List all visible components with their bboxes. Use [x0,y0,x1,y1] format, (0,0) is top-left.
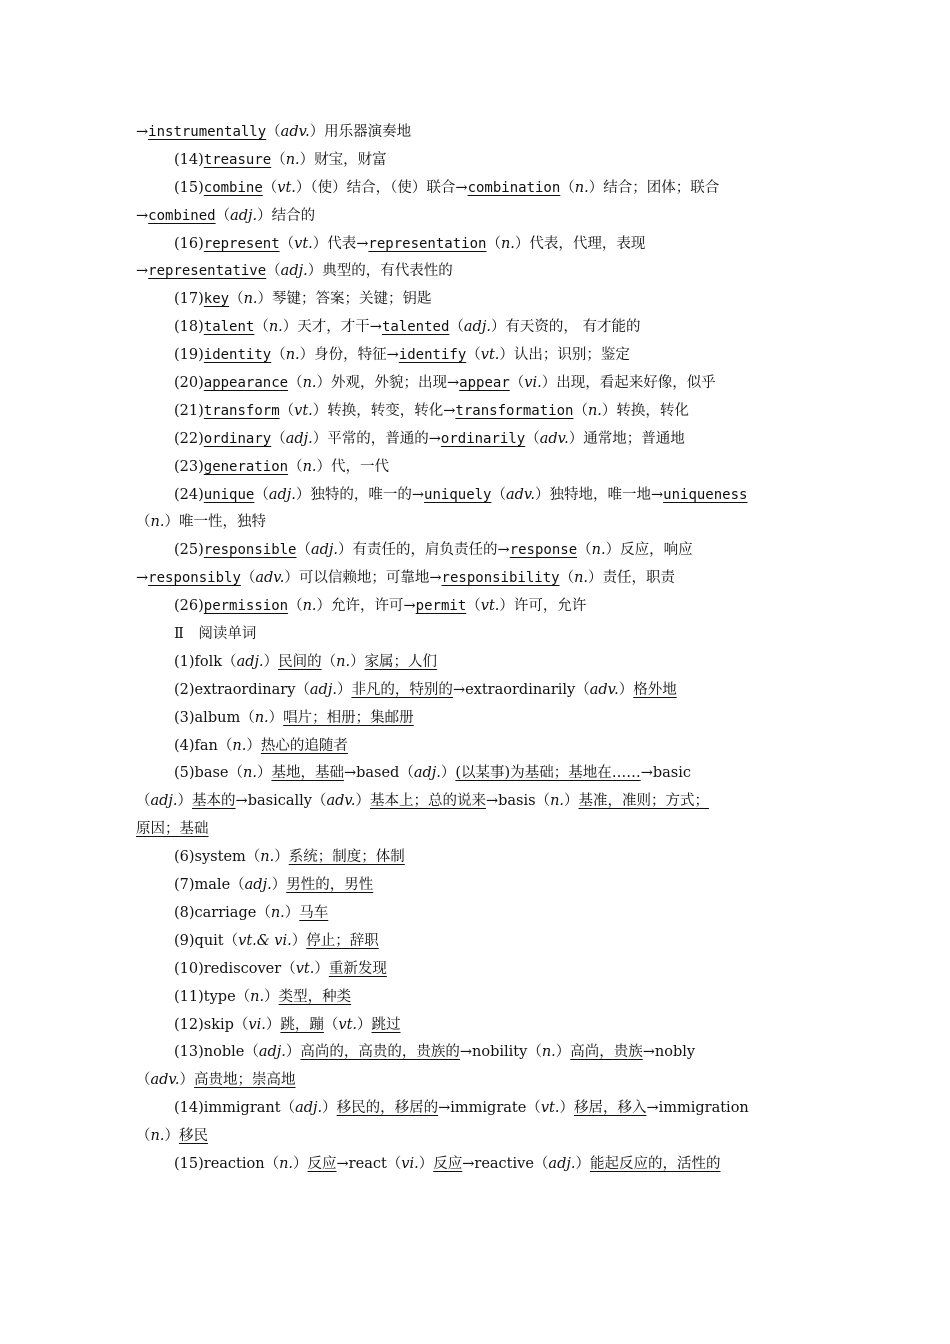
vocab-line: （adj.）基本的→basically（adv.）基本上；总的说来→basis（n.）基准，准则；方式； [136,793,710,810]
vocab-line: (14)treasure（n.）财宝，财富 [174,151,387,168]
vocab-line: (5)base（n.）基地，基础→based（adj.）(以某事)为基础；基地在……→basic [174,765,691,782]
vocab-answer: 基地，基础 [271,765,344,782]
vocab-line: →instrumentally（adv.）用乐器演奏地 [136,124,412,140]
vocab-answer: 高尚，贵族 [570,1044,643,1061]
vocab-answer: talent [203,319,255,336]
part-of-speech: n. [550,793,565,810]
vocab-answer: 跳，蹦 [280,1016,324,1033]
part-of-speech: vt. [480,347,500,364]
vocab-line: (15)combine（vt.）（使）结合，（使）联合→combination（n.）结合；团体；联合 [174,179,720,196]
vocab-line: （n.）移民 [136,1128,208,1145]
vocab-line: (20)appearance（n.）外观，外貌；出现→appear（vi.）出现，看起来好像，似乎 [174,375,716,392]
vocab-answer: 民间的 [278,653,322,670]
part-of-speech: adj. [280,263,308,280]
vocab-answer: responsible [203,542,297,559]
part-of-speech: vt. [294,235,313,252]
part-of-speech: adv. [150,1072,180,1089]
vocab-line: (25)responsible（adj.）有责任的，肩负责任的→response（n.）反应，响应 [174,542,693,559]
vocab-answer: talented [381,319,450,336]
part-of-speech: vt. [295,960,315,977]
vocab-answer: response [509,542,578,559]
part-of-speech: n. [500,235,515,252]
part-of-speech: n. [270,904,285,921]
vocab-line: (8)carriage（n.）马车 [174,904,329,921]
part-of-speech: vt. [338,1016,358,1033]
part-of-speech: adv. [505,486,535,503]
vocab-line: (10)rediscover（vt.）重新发现 [174,960,387,977]
vocab-answer: identify [398,347,467,364]
vocab-answer: appear [459,375,510,392]
vocab-line: (26)permission（n.）允许，许可→permit（vt.）许可，允许 [174,598,587,615]
part-of-speech: adj. [150,793,178,810]
part-of-speech: adj. [413,765,441,782]
part-of-speech: adj. [236,653,264,670]
vocab-answer: 家属；人们 [364,653,438,670]
vocab-line: (16)represent（vt.）代表→representation（n.）代表，代理，表现 [174,235,646,252]
part-of-speech: adj. [244,877,272,894]
vocab-line: →responsibly（adv.）可以信赖地；可靠地→responsibility（n.）责任，职责 [136,570,676,587]
part-of-speech: n. [587,402,602,419]
vocab-answer: 反应 [433,1155,463,1172]
vocab-answer: 停止；辞职 [306,932,379,949]
vocab-line: →representative（adj.）典型的，有代表性的 [136,263,453,280]
vocab-answer: 基本上；总的说来 [369,793,486,810]
vocab-answer: represent [203,235,280,252]
vocab-answer: permit [415,598,467,615]
part-of-speech: n. [232,737,247,754]
part-of-speech: n. [574,570,589,587]
part-of-speech: n. [268,319,283,336]
part-of-speech: vi. [248,1016,266,1033]
part-of-speech: adv. [326,793,356,810]
vocab-answer: 原因；基础 [136,821,209,838]
vocab-answer: ordinary [203,430,272,447]
part-of-speech: adj. [295,1100,323,1117]
vocab-answer: responsibility [441,570,560,587]
vocab-answer: 重新发现 [328,960,387,977]
vocab-answer: 高尚的，高贵的，贵族的 [300,1044,460,1061]
vocab-answer: 高贵地；崇高地 [194,1072,296,1089]
part-of-speech: n. [302,598,317,615]
vocab-answer: permission [203,598,289,615]
vocab-answer: 唱片；相册；集邮册 [283,709,414,726]
vocab-answer: transform [203,402,280,419]
part-of-speech: vt.& vi. [238,932,292,949]
vocab-line: (19)identity（n.）身份，特征→identify（vt.）认出；识别；鉴定 [174,347,630,364]
part-of-speech: adv. [589,681,619,698]
vocab-answer: 类型，种类 [278,988,352,1005]
vocab-answer: 移民的，移居的 [336,1100,439,1117]
part-of-speech: n. [574,179,589,196]
part-of-speech: n. [541,1044,556,1061]
vocab-answer: representation [368,235,487,252]
vocab-answer: 热心的追随者 [260,737,348,754]
part-of-speech: n. [150,514,165,531]
vocab-answer: 男性的，男性 [286,877,374,894]
section-heading: Ⅱ 阅读单词 [174,626,257,643]
part-of-speech: n. [254,709,269,726]
vocab-line: （adv.）高贵地；崇高地 [136,1072,296,1089]
vocab-answer: treasure [203,151,272,168]
vocab-answer: 移民 [178,1128,208,1145]
part-of-speech: n. [243,765,257,782]
vocab-line: (24)unique（adj.）独特的，唯一的→uniquely（adv.）独特地，唯一地→uniqueness [174,486,748,503]
vocab-answer: instrumentally [148,124,267,140]
vocab-line: (7)male（adj.）男性的，男性 [174,877,374,894]
vocab-line: (6)system（n.）系统；制度；体制 [174,849,405,866]
part-of-speech: n. [285,347,300,364]
vocab-line: (9)quit（vt.& vi.）停止；辞职 [174,932,379,949]
vocab-line [136,816,816,844]
part-of-speech: n. [250,988,265,1005]
part-of-speech: n. [285,151,300,168]
vocab-answer: key [203,291,230,308]
part-of-speech: adj. [258,1044,286,1061]
vocab-line: (18)talent（n.）天才，才干→talented（adj.）有天资的， 有才能的 [174,319,641,336]
part-of-speech: n. [279,1155,294,1172]
part-of-speech: adj. [310,542,339,559]
vocab-answer: combine [203,179,263,196]
part-of-speech: n. [591,542,606,559]
part-of-speech: n. [336,653,351,670]
part-of-speech: vt. [277,179,296,196]
part-of-speech: adv. [280,124,310,140]
part-of-speech: n. [302,375,317,392]
part-of-speech: adv. [255,570,285,587]
part-of-speech: n. [260,849,275,866]
part-of-speech: vt. [540,1100,560,1117]
part-of-speech: vi. [524,375,542,392]
vocab-answer: (以某事)为基础；基地在…… [455,765,641,782]
vocab-answer: 移居，移入 [573,1100,647,1117]
vocab-answer: 系统；制度；体制 [288,849,405,866]
vocab-line: (4)fan（n.）热心的追随者 [174,737,348,754]
part-of-speech: adj. [463,319,491,336]
vocab-line: (22)ordinary（adj.）平常的，普通的→ordinarily（adv.）通常地；普通地 [174,430,685,447]
vocab-line: (1)folk（adj.）民间的（n.）家属；人们 [174,653,438,670]
vocab-answer: combination [467,179,561,196]
part-of-speech: vi. [401,1155,419,1172]
vocab-line: (3)album（n.）唱片；相册；集邮册 [174,709,414,726]
vocab-line: (17)key（n.）琴键；答案；关键；钥匙 [174,291,432,308]
vocab-line: （n.）唯一性，独特 [136,514,266,531]
vocab-answer: 跳过 [371,1016,401,1033]
vocab-answer: unique [203,486,255,503]
vocab-answer: representative [148,263,267,280]
vocab-answer: 非凡的，特别的 [351,681,453,698]
part-of-speech: adj. [230,207,258,224]
part-of-speech: vt. [294,402,313,419]
part-of-speech: n. [243,291,258,308]
vocab-answer: 马车 [299,904,329,921]
part-of-speech: n. [302,458,317,475]
part-of-speech: n. [150,1128,165,1145]
vocab-answer: 格外地 [633,681,677,698]
vocab-line: (13)noble（adj.）高尚的，高贵的，贵族的→nobility（n.）高尚，贵族→nobly [174,1044,696,1061]
vocab-line: (21)transform（vt.）转换，转变，转化→transformation（n.）转换，转化 [174,402,689,419]
vocab-answer: generation [203,458,289,475]
vocab-answer: combined [148,207,216,224]
vocab-line: →combined（adj.）结合的 [136,207,316,224]
vocab-line: (2)extraordinary（adj.）非凡的，特别的→extraordinarily（adv.）格外地 [174,681,677,698]
vocab-line: (11)type（n.）类型，种类 [174,988,352,1005]
vocab-answer: 基准，准则；方式； [578,793,710,810]
part-of-speech: adj. [309,681,337,698]
part-of-speech: vt. [480,598,500,615]
vocab-line: (23)generation（n.）代，一代 [174,458,390,475]
vocab-answer: 基本的 [192,793,236,810]
vocab-line: (12)skip（vi.）跳，蹦（vt.）跳过 [174,1016,401,1033]
vocab-answer: 反应 [307,1155,337,1172]
vocab-answer: transformation [455,402,574,419]
vocab-line: (15)reaction（n.）反应→react（vi.）反应→reactive（adj.）能起反应的，活性的 [174,1155,721,1172]
vocab-answer: uniquely [424,486,492,503]
vocab-answer: appearance [203,375,289,392]
vocab-answer: responsibly [148,570,241,587]
vocab-answer: uniqueness [663,486,748,503]
part-of-speech: adj. [268,486,296,503]
vocab-answer: 能起反应的，活性的 [589,1155,721,1172]
part-of-speech: adv. [539,430,569,447]
vocab-line: (14)immigrant（adj.）移民的，移居的→immigrate（vt.）移居，移入→immigration [174,1100,749,1117]
vocabulary-page [136,119,816,1179]
part-of-speech: adj. [548,1155,576,1172]
vocab-answer: ordinarily [440,430,526,447]
vocab-answer: identity [203,347,272,364]
part-of-speech: adj. [285,430,313,447]
